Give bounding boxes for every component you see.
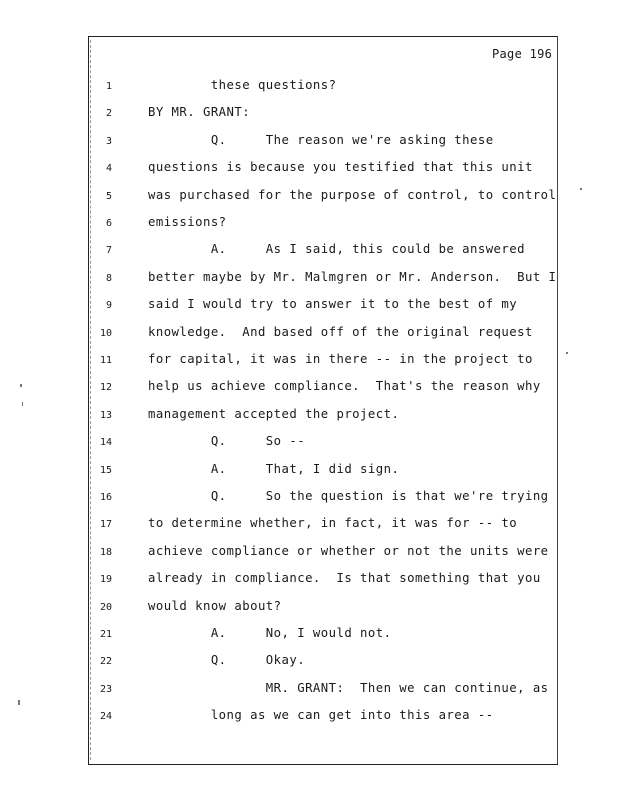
line-number: 14 — [99, 437, 112, 449]
page-number: Page 196 — [492, 47, 553, 61]
transcript-line: long as we can get into this area -- — [148, 708, 494, 723]
transcript-line: help us achieve compliance. That's the reason why — [148, 379, 541, 394]
line-number: 16 — [99, 492, 112, 503]
scan-speck — [20, 384, 22, 387]
line-number: 13 — [99, 409, 112, 421]
line-number: 4 — [105, 163, 112, 175]
scan-speck — [18, 700, 20, 705]
line-number: 12 — [99, 382, 112, 394]
transcript-line: Q. So -- — [148, 434, 306, 449]
line-number: 11 — [99, 355, 112, 366]
transcript-line: was purchased for the purpose of control, to control — [148, 187, 557, 202]
line-number: 18 — [99, 546, 112, 558]
transcript-line: said I would try to answer it to the best of my — [148, 297, 518, 312]
line-number: 8 — [105, 272, 112, 284]
transcript-line: better maybe by Mr. Malmgren or Mr. Anderson. But I — [148, 269, 557, 284]
line-number: 7 — [105, 245, 112, 257]
line-number: 9 — [105, 300, 112, 312]
transcript-line: A. No, I would not. — [148, 626, 392, 640]
transcript-line: achieve compliance or whether or not the units were — [148, 543, 549, 558]
page-border-bottom — [88, 764, 558, 765]
line-number: 10 — [99, 327, 112, 339]
transcript-line: BY MR. GRANT: — [148, 105, 251, 120]
transcript-line: emissions? — [148, 215, 227, 229]
transcript-line: A. That, I did sign. — [148, 461, 400, 476]
transcript-line: to determine whether, in fact, it was for -- to — [148, 516, 518, 531]
line-number: 5 — [105, 190, 112, 202]
line-number: 21 — [99, 629, 112, 640]
transcript-line: would know about? — [148, 598, 282, 613]
transcript-line: Q. The reason we're asking these — [148, 132, 494, 147]
transcript-line: already in compliance. Is that something that you — [148, 571, 541, 586]
line-number: 22 — [99, 656, 112, 668]
line-number: 6 — [105, 218, 112, 229]
line-number: 1 — [105, 81, 112, 92]
page-border-top — [88, 36, 558, 37]
transcript-line: MR. GRANT: Then we can continue, as — [148, 680, 549, 695]
line-number: 20 — [99, 601, 112, 613]
line-number: 2 — [105, 108, 112, 120]
scan-speck — [580, 188, 582, 190]
transcript-line: these questions? — [148, 78, 337, 92]
line-number: 23 — [99, 683, 112, 695]
line-number: 24 — [99, 711, 112, 723]
transcript-line: for capital, it was in there -- in the project to — [148, 352, 533, 366]
margin-rule — [90, 40, 91, 760]
transcript-line: A. As I said, this could be answered — [148, 242, 525, 257]
line-number: 17 — [99, 519, 112, 531]
line-number: 19 — [99, 574, 112, 586]
page-border-left — [88, 36, 89, 764]
scan-speck — [566, 352, 568, 354]
line-number: 3 — [105, 135, 112, 147]
scan-speck — [22, 402, 23, 406]
page-border-right — [557, 36, 558, 764]
transcript-line: questions is because you testified that this unit — [148, 160, 533, 175]
transcript-line: Q. Okay. — [148, 653, 306, 668]
transcript-line: knowledge. And based off of the original request — [148, 324, 533, 339]
transcript-line: management accepted the project. — [148, 406, 400, 421]
line-number: 15 — [99, 464, 112, 476]
transcript-line: Q. So the question is that we're trying — [148, 489, 549, 503]
